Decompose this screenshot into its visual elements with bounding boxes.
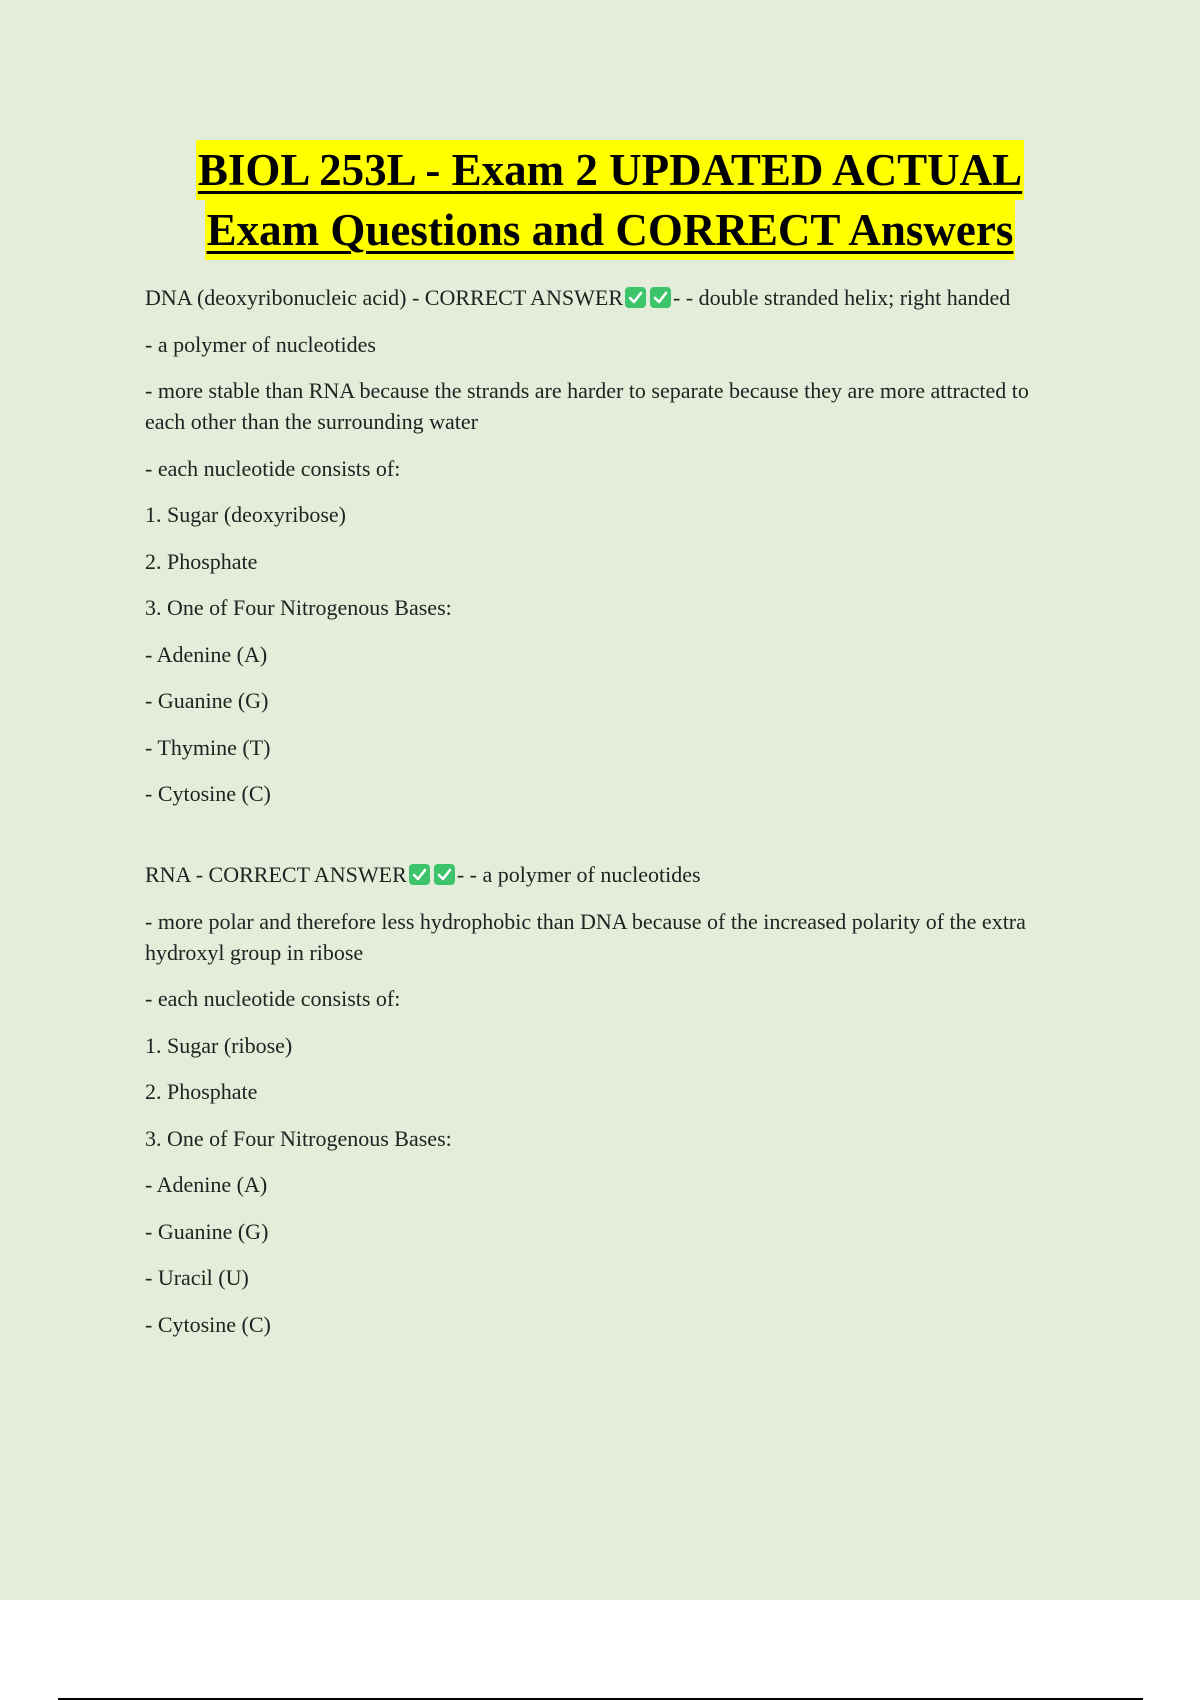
dna-line: - more stable than RNA because the strands are harder to separate because they are more attracted to each other than the surrounding water [145, 378, 1029, 434]
check-mark-icon [650, 287, 671, 308]
dna-line: - a polymer of nucleotides [145, 331, 376, 357]
rna-answer-start: - - a polymer of nucleotides [456, 862, 701, 887]
dna-line: 3. One of Four Nitrogenous Bases: [145, 595, 452, 620]
document-title [0, 140, 1200, 260]
rna-line: - Cytosine (C) [145, 1311, 271, 1337]
dna-line: - each nucleotide consists of: [145, 455, 401, 481]
dna-section [145, 282, 1065, 809]
dna-line: 1. Sugar (deoxyribose) [145, 502, 347, 527]
document-body [145, 282, 1065, 1355]
dna-line: - Thymine (T) [145, 734, 271, 760]
rna-question [145, 859, 1065, 890]
rna-line: 1. Sugar (ribose) [145, 1032, 293, 1058]
title-line-1: BIOL 253L - Exam 2 UPDATED ACTUAL [196, 140, 1024, 200]
rna-line: - more polar and therefore less hydrophobic than DNA because of the increased polarity of the extra hydroxyl group in ribose [145, 908, 1026, 965]
rna-line: - Adenine (A) [145, 1172, 268, 1197]
dna-term: DNA (deoxyribonucleic acid) - CORRECT ANSWER [145, 285, 624, 310]
dna-line: 2. Phosphate [145, 548, 258, 574]
rna-line: - each nucleotide consists of: [145, 986, 401, 1011]
check-mark-icon [625, 287, 646, 308]
title-line-2: Exam Questions and CORRECT Answers [205, 200, 1016, 260]
rna-line: - Guanine (G) [145, 1218, 269, 1244]
rna-term: RNA - CORRECT ANSWER [145, 862, 407, 887]
dna-line: - Guanine (G) [145, 688, 269, 713]
rna-line: 2. Phosphate [145, 1079, 258, 1104]
dna-line: - Adenine (A) [145, 641, 268, 667]
rna-line: - Uracil (U) [145, 1265, 249, 1290]
check-mark-icon [434, 864, 455, 885]
rna-line: 3. One of Four Nitrogenous Bases: [145, 1125, 452, 1151]
check-mark-icon [409, 864, 430, 885]
dna-line: - Cytosine (C) [145, 781, 271, 806]
dna-question [145, 282, 1065, 313]
dna-answer-start: - - double stranded helix; right handed [673, 285, 1011, 310]
rna-section [145, 859, 1065, 1340]
